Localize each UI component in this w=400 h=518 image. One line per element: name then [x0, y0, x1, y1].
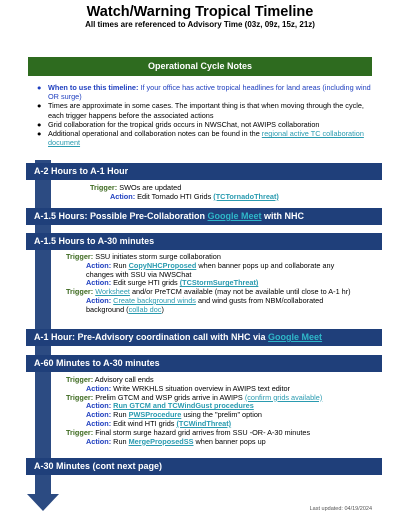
action-text: changes with SSU via NWSChat	[86, 269, 192, 279]
action-text: )	[161, 304, 164, 314]
section-label: A-2 Hours to A-1 Hour	[34, 166, 129, 176]
section-a60-to-a30	[26, 355, 382, 372]
bullet-icon: ●	[37, 101, 42, 111]
action-text: when banner pops up	[193, 436, 266, 446]
section-a2-to-a1	[26, 163, 382, 180]
action-text: Edit wind HTI grids	[111, 418, 177, 428]
action-label: Action:	[86, 401, 112, 411]
collab-doc-link[interactable]: collab doc	[128, 304, 162, 314]
timeline-arrow-head-icon	[27, 494, 59, 511]
action-label: Action:	[86, 260, 112, 270]
section-label: A-30 Minutes (cont next page)	[34, 461, 163, 471]
note-lead: When to use this timeline:	[48, 83, 139, 92]
wind-threat-link[interactable]: (TCWindThreat)	[176, 418, 232, 428]
confirm-grids-link[interactable]: (confirm grids available)	[244, 392, 323, 402]
block-a15-to-a30	[66, 253, 351, 315]
section-a15-to-a30	[26, 233, 382, 250]
trigger-label: Trigger:	[66, 287, 94, 297]
note-text: Grid collaboration for the tropical grids occurs in NWSChat, not AWIPS collaboration	[48, 119, 320, 129]
action-label: Action:	[86, 418, 112, 428]
bullet-icon: ●	[37, 129, 42, 139]
action-text: using the "prelim" option	[181, 410, 262, 420]
note-text: Times are approximate in some cases. The important thing is that when moving through the cycle, each trigger happens before the associated actions	[48, 101, 364, 120]
action-label: Action:	[86, 410, 112, 420]
note-text: If your office has active tropical headlines for land areas (including wind OR surge)	[48, 83, 371, 102]
collab-doc-link[interactable]: regional active TC collaboration document	[48, 129, 364, 148]
last-updated: Last updated: 04/19/2024	[309, 506, 372, 512]
note-item	[36, 101, 376, 119]
storm-surge-threat-link[interactable]: (TCStormSurgeThreat)	[179, 278, 259, 288]
note-text: Additional operational and collaboration notes can be found in the	[48, 129, 262, 139]
action-label: Action:	[86, 383, 112, 393]
create-background-winds-link[interactable]: Create background winds	[113, 295, 196, 305]
action-label: Action:	[86, 436, 112, 446]
section-label: A-1 Hour: Pre-Advisory coordination call with NHC via	[34, 332, 269, 342]
trigger-text: Final storm surge hazard grid arrives from SSU -OR- A-30 minutes	[93, 427, 311, 437]
pws-procedure-link[interactable]: PWSProcedure	[128, 410, 182, 420]
action-text: Edit surge HTI grids	[111, 278, 180, 288]
tornado-threat-link[interactable]: (TCTornadoThreat)	[213, 191, 279, 201]
google-meet-link[interactable]: Google Meet	[207, 211, 262, 221]
action-text: Edit Tornado HTI Grids	[135, 191, 214, 201]
note-item	[36, 83, 376, 101]
section-a30-cont	[26, 458, 382, 475]
cycle-notes-banner: Operational Cycle Notes	[28, 57, 372, 76]
action-text: Write WRKHLS situation overview in AWIPS text editor	[111, 383, 290, 393]
trigger-text: SWOs are updated	[117, 183, 182, 192]
action-label: Action:	[86, 295, 112, 305]
section-label: A-1.5 Hours to A-30 minutes	[34, 236, 155, 246]
trigger-label: Trigger:	[66, 392, 94, 402]
section-label: A-60 Minutes to A-30 minutes	[34, 358, 160, 368]
bullet-icon: ●	[37, 83, 42, 92]
trigger-label: Trigger:	[66, 427, 94, 437]
page-subtitle: All times are referenced to Advisory Time (03z, 09z, 15z, 21z)	[85, 20, 315, 29]
trigger-label: Trigger:	[66, 252, 94, 261]
block-a2-to-a1	[90, 184, 279, 202]
note-item	[36, 129, 376, 147]
trigger-text: Advisory call ends	[93, 375, 154, 384]
trigger-label: Trigger:	[66, 375, 94, 384]
page-title: Watch/Warning Tropical Timeline	[86, 4, 314, 20]
action-text: background (	[86, 304, 129, 314]
action-text: Run	[111, 436, 129, 446]
merge-proposed-ss-link[interactable]: MergeProposedSS	[128, 436, 194, 446]
cycle-notes-list	[36, 83, 376, 147]
section-label: A-1.5 Hours: Possible Pre-Collaboration	[34, 211, 208, 221]
action-text: Run	[111, 410, 129, 420]
action-text: Run	[111, 260, 129, 270]
trigger-text: Prelim GTCM and WSP grids arrive in AWIPS	[93, 392, 245, 402]
note-item	[36, 120, 376, 129]
trigger-label: Trigger:	[90, 183, 118, 192]
section-precollab-meet	[26, 208, 382, 225]
action-text: and wind gusts from NBM/collaborated	[195, 295, 324, 305]
trigger-text: and/or PreTCM available (may not be available until close to A-1 hr)	[129, 287, 351, 297]
action-label: Action:	[110, 191, 136, 201]
gtcm-procedures-link[interactable]: Run GTCM and TCWindGust procedures	[113, 401, 254, 411]
action-label: Action:	[86, 278, 112, 288]
copy-nhc-proposed-link[interactable]: CopyNHCProposed	[128, 260, 197, 270]
action-text: when banner pops up and collaborate any	[196, 260, 335, 270]
worksheet-link[interactable]: Worksheet	[95, 287, 130, 297]
section-pre-advisory-call	[26, 329, 382, 346]
section-label-suffix: with NHC	[261, 211, 305, 221]
bullet-icon: ●	[37, 119, 42, 129]
block-a60-to-a30	[66, 376, 322, 446]
google-meet-link[interactable]: Google Meet	[268, 332, 323, 342]
trigger-text: SSU initiates storm surge collaboration	[93, 252, 221, 261]
